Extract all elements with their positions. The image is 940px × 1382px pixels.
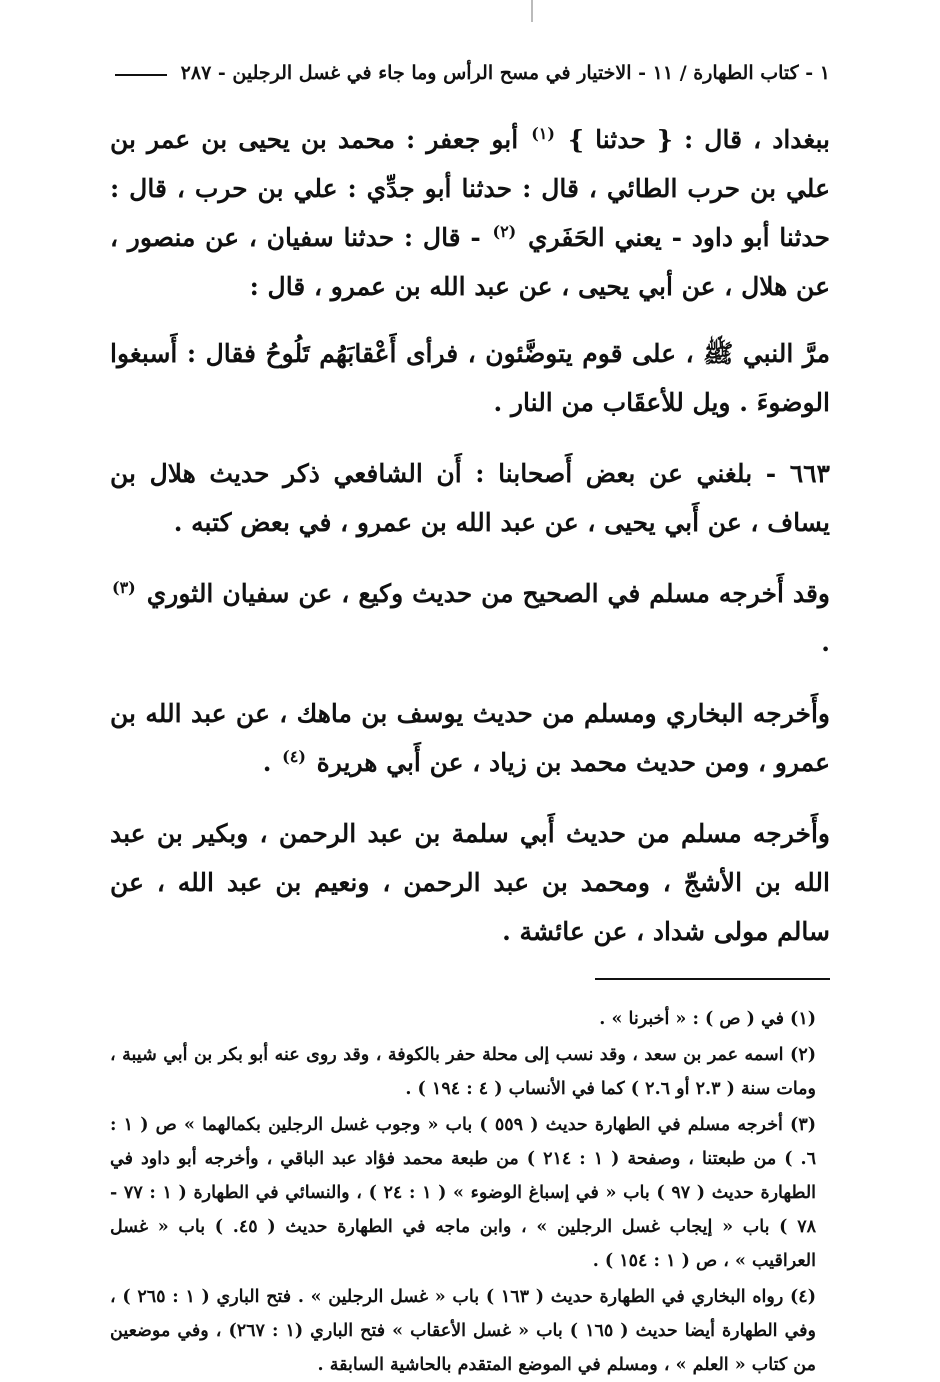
hadith-text: مرَّ النبي ﷺ ، على قوم يتوضَّئون ، فرأى أَعْقابَهُم تَلُوحُ فقال : أَسبغوا الوضوءَ . ويل للأعقَاب من النار . (110, 339, 830, 417)
last-paragraph: وأَخرجه مسلم من حديث أَبي سلمة بن عبد الرحمن ، وبكير بن عبد الله بن الأشجّ ، ومحمد بن عبد الرحمن ، ونعيم بن عبد الله ، عن سالم مولى شداد ، عن عائشة . (110, 819, 830, 946)
bukhari-paragraph (110, 689, 830, 787)
footnote-marker-4: (٤) (282, 746, 306, 766)
running-header (110, 55, 830, 91)
isnad-paragraph (110, 115, 830, 311)
footnote-marker-3: (٣) (112, 577, 136, 597)
footnote-1: (١) في ( ص ) : « أخبرنا » . (599, 1009, 816, 1029)
muslim-text: وقد أَخرجه مسلم في الصحيح من حديث وكيع ، عن سفيان الثوري (146, 579, 830, 608)
footnote-separator (595, 978, 830, 980)
muslim-end: . (821, 628, 830, 657)
footnote-marker-2: (٢) (492, 221, 517, 241)
isnad-part-2: أبو جعفر : محمد بن يحيى بن عمر بن علي بن حرب الطائي ، قال : حدثنا أبو جدِّي : علي بن حرب ، قال : حدثنا أبو داود - يعني الحَفَري (110, 125, 830, 252)
main-text (110, 115, 830, 956)
bukhari-text: وأَخرجه البخاري ومسلم من حديث يوسف بن ماهك ، عن عبد الله بن عمرو ، ومن حديث محمد بن زياد ، عن أَبي هريرة (110, 699, 830, 777)
scan-mark (531, 0, 533, 22)
running-title: ١ - كتاب الطهارة / ١١ - الاختيار في مسح الرأس وما جاء في غسل الرجلين - ٢٨٧ (180, 62, 830, 84)
muslim-paragraph (110, 569, 830, 667)
footnote-marker-1: (١) (531, 123, 555, 143)
footnote-2: (٢) اسمه عمر بن سعد ، وقد نسب إلى محلة حفر بالكوفة ، وقد روى عنه أبو بكر بن أبي شيبة ، ومات سنة ( ٢.٣ أو ٢.٦ ) كما في الأنساب ( ٤ : ١٩٤ ) . (110, 1045, 816, 1099)
footnotes (110, 1002, 830, 1382)
book-page (110, 55, 830, 1375)
header-rule (115, 74, 167, 76)
footnote-4: (٤) رواه البخاري في الطهارة حديث ( ١٦٣ ) باب « غسل الرجلين » . فتح الباري ( ١ : ٢٦٥ ) ، وفي الطهارة أيضا حديث ( ١٦٥ ) باب « غسل الأعقاب » فتح الباري (١ : ٢٦٧) ، وفي موضعين من كتاب « العلم » ، ومسلم في الموضع المتقدم بالحاشية السابقة . (110, 1287, 816, 1375)
isnad-part-1: ببغداد ، قال : { حدثنا } (568, 125, 830, 154)
paragraph-663: ٦٦٣ - بلغني عن بعض أَصحابنا : أَن الشافعي ذكر حديث هلال بن يساف ، عن أَبي يحيى ، عن عبد الله بن عمرو ، في بعض كتبه . (110, 459, 830, 537)
isnad-part-3: - قال : حدثنا سفيان ، عن منصور ، عن هلال ، عن أبي يحيى ، عن عبد الله بن عمرو ، قال : (110, 223, 830, 301)
bukhari-end: . (262, 748, 272, 777)
footnote-3: (٣) أخرجه مسلم في الطهارة حديث ( ٥٥٩ ) باب « وجوب غسل الرجلين بكمالهما » ص ( ١ : ٦. ) من طبعتنا ، وصفحة ( ١ : ٢١٤ ) من طبعة محمد فؤاد عبد الباقي ، وأخرجه أبو داود في الطهارة حديث ( ٩٧ ) باب « في إسباغ الوضوء » ( ١ : ٢٤ ) ، والنسائي في الطهارة ( ١ : ٧٧ - ٧٨ ) باب « إيجاب غسل الرجلين » ، وابن ماجه في الطهارة حديث ( ٤٥. ) باب « غسل العراقيب » ، ص ( ١ : ١٥٤ ) . (110, 1115, 817, 1271)
